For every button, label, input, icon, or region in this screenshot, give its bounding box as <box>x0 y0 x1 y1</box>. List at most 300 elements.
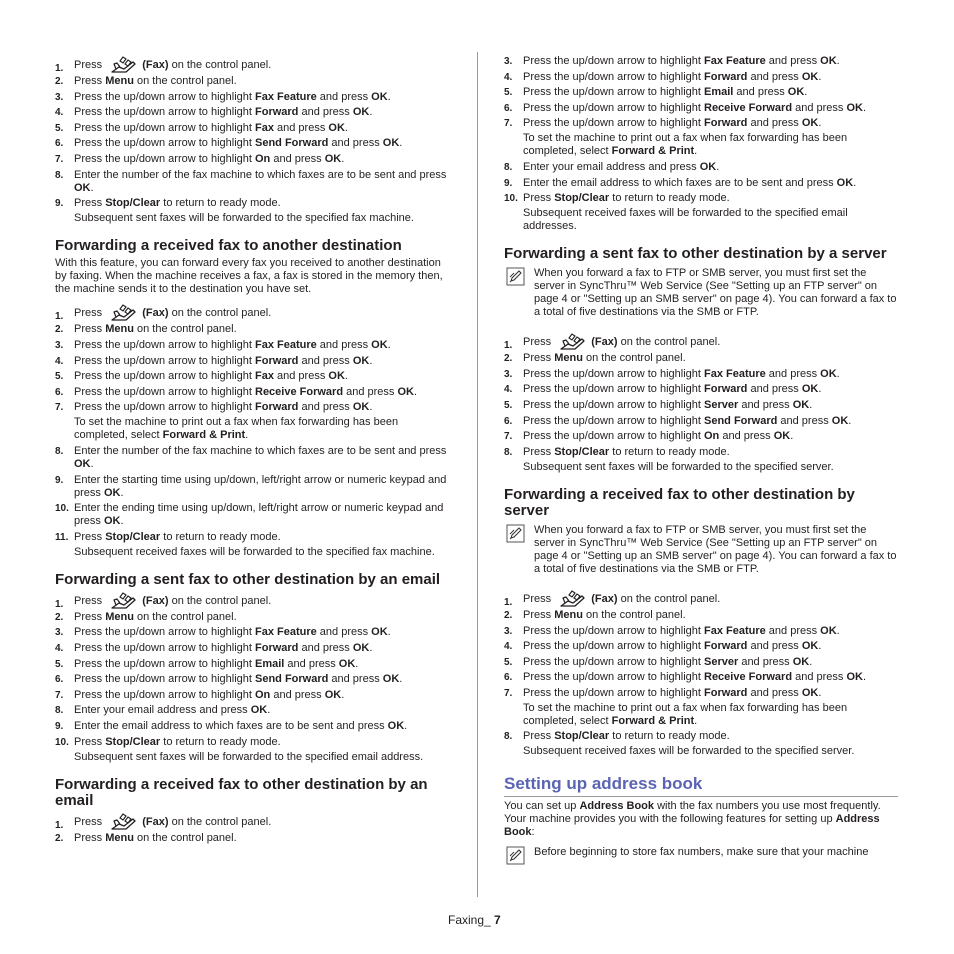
step-number: 6. <box>504 672 513 684</box>
bold-term: OK <box>352 354 370 367</box>
step-item <box>504 589 898 609</box>
text-run: Press the up/down arrow to highlight <box>523 430 704 443</box>
text-run: Press the up/down arrow to highlight <box>523 671 704 684</box>
step-number: 7. <box>55 402 64 414</box>
text-run: on the control panel. <box>168 815 272 828</box>
text-run: on the control panel. <box>133 323 237 336</box>
step-list <box>55 812 450 845</box>
step-item <box>504 55 898 68</box>
step-item <box>504 446 898 474</box>
bold-term: OK <box>328 370 345 383</box>
text-run: on the control panel. <box>617 592 721 605</box>
step-item <box>504 117 898 158</box>
step-number: 7. <box>504 118 513 130</box>
step-number: 4. <box>55 642 64 654</box>
bold-term: Forward & Print <box>162 429 246 442</box>
note-pencil-icon <box>506 267 525 286</box>
text-run: : <box>531 826 535 839</box>
bold-term: OK <box>801 383 819 396</box>
bold-term: (Fax) <box>139 307 169 320</box>
bold-term: OK <box>250 704 268 717</box>
step-number: 1. <box>55 598 64 610</box>
step-text <box>74 137 402 149</box>
step-number: 7. <box>504 431 513 443</box>
text-run: . <box>862 101 867 114</box>
fax-button-icon <box>560 589 586 609</box>
bold-term: Stop/Clear <box>105 735 161 748</box>
text-run: . <box>790 430 794 443</box>
text-run: Press <box>523 352 555 365</box>
step-text <box>74 502 443 527</box>
text-run: . <box>245 429 249 442</box>
step-item <box>55 445 450 471</box>
bold-term: Send Forward <box>255 137 329 150</box>
step-note: Subsequent sent faxes will be forwarded to the specified fax machine. <box>74 212 414 225</box>
step-text <box>523 192 730 204</box>
text-run: Press <box>74 59 106 71</box>
step-text <box>523 656 812 668</box>
step-item <box>55 736 450 764</box>
step-text <box>523 161 719 173</box>
step-text <box>74 595 271 607</box>
text-run: . <box>399 137 403 150</box>
text-run: Enter your email address and press <box>523 160 700 173</box>
note-text: When you forward a fax to FTP or SMB server, you must first set the server in SyncThru™ Web Service (See "Setting up an FTP server" on page 4 or "Setting up an SMB server" on page 4). You can forward a fax to a total of five destinations via the SMB or FTP. <box>534 267 897 319</box>
step-item <box>504 625 898 638</box>
paragraph: With this feature, you can forward every fax you received to another destination by faxing. When the machine receives a fax, a fax is stored in the memory then, the machine sends it to the destination you have set. <box>55 257 443 296</box>
text-run: and press <box>316 90 372 103</box>
step-note <box>523 702 898 728</box>
step-number: 5. <box>504 656 513 668</box>
step-text <box>74 197 281 209</box>
text-run: . <box>344 121 348 134</box>
step-item <box>55 673 450 686</box>
step-number: 11. <box>55 531 69 543</box>
step-text <box>74 386 417 398</box>
text-run: Press the up/down arrow to highlight <box>74 626 255 639</box>
footer-label: Faxing_ <box>448 913 495 927</box>
bold-term: Fax <box>255 370 274 383</box>
step-item <box>55 502 450 528</box>
bold-term: OK <box>792 399 810 412</box>
step-number: 5. <box>504 400 513 412</box>
note-box <box>504 524 898 576</box>
step-number: 8. <box>55 705 64 717</box>
step-item <box>55 611 450 624</box>
text-run: Press the up/down arrow to highlight <box>523 101 704 114</box>
step-item <box>55 591 450 611</box>
text-run: Press the up/down arrow to highlight <box>74 338 255 351</box>
text-run: Press the up/down arrow to highlight <box>74 370 255 383</box>
step-item <box>55 642 450 655</box>
bold-term: OK <box>338 657 356 670</box>
bold-term: Stop/Clear <box>105 197 161 210</box>
step-text <box>523 687 821 699</box>
text-run: Press the up/down arrow to highlight <box>523 414 704 427</box>
step-item <box>55 386 450 399</box>
step-item <box>504 71 898 84</box>
text-run: on the control panel. <box>582 352 686 365</box>
bold-term: Forward <box>255 641 299 654</box>
text-run: Press the up/down arrow to highlight <box>74 688 255 701</box>
subsection-title: Forwarding a received fax to other destination by server <box>504 485 855 519</box>
step-text <box>74 401 372 413</box>
text-run: . <box>369 641 373 654</box>
text-run: and press <box>747 383 802 396</box>
step-number: 4. <box>504 641 513 653</box>
text-run: . <box>818 640 822 653</box>
step-text <box>74 673 402 685</box>
step-text <box>523 71 821 83</box>
bold-term: On <box>255 153 271 166</box>
page-footer <box>448 913 501 927</box>
step-text <box>74 816 271 828</box>
step-number: 4. <box>504 71 513 83</box>
bold-term: OK <box>324 688 342 701</box>
text-run: Press the up/down arrow to highlight <box>74 401 255 414</box>
step-item <box>55 401 450 442</box>
step-item <box>504 177 898 190</box>
step-note: Subsequent sent faxes will be forwarded to the specified server. <box>523 460 834 473</box>
step-number: 2. <box>55 76 64 88</box>
step-number: 6. <box>504 415 513 427</box>
bold-term: OK <box>820 367 837 380</box>
bold-term: (Fax) <box>139 594 169 607</box>
step-item <box>504 102 898 115</box>
bold-term: OK <box>74 457 91 470</box>
step-list <box>504 332 898 474</box>
bold-term: Forward <box>704 70 748 83</box>
step-number: 4. <box>504 384 513 396</box>
bold-term: Menu <box>554 608 583 621</box>
step-text <box>523 55 840 67</box>
text-run: Press the up/down arrow to highlight <box>74 153 255 166</box>
text-run: Press <box>74 530 106 543</box>
step-number: 3. <box>55 627 64 639</box>
step-text <box>523 640 821 652</box>
bold-term: OK <box>103 515 121 528</box>
text-run: and press <box>298 401 353 414</box>
step-number: 5. <box>55 658 64 670</box>
step-item <box>55 153 450 166</box>
text-run: and press <box>298 106 353 119</box>
text-run: and press <box>747 117 802 130</box>
step-number: 9. <box>55 474 64 486</box>
text-run: and press <box>719 430 774 443</box>
text-run: . <box>809 655 813 668</box>
text-run: . <box>818 686 822 699</box>
fax-button-icon <box>560 332 586 352</box>
step-text <box>74 642 372 654</box>
bold-term: Menu <box>105 610 134 623</box>
text-run: Press the up/down arrow to highlight <box>74 657 255 670</box>
step-item <box>55 169 450 195</box>
step-text <box>74 169 446 194</box>
text-run: and press <box>316 338 372 351</box>
text-run: . <box>818 383 822 396</box>
step-item <box>55 303 450 323</box>
text-run: and press <box>792 101 847 114</box>
step-text <box>74 611 237 623</box>
text-run: and press <box>273 121 329 134</box>
bold-term: Forward <box>255 106 299 119</box>
text-run: on the control panel. <box>168 594 272 607</box>
note-text: Before beginning to store fax numbers, make sure that your machine <box>534 846 869 859</box>
step-text <box>74 832 237 844</box>
text-run: Enter your email address and press <box>74 704 251 717</box>
text-run: Press the up/down arrow to highlight <box>523 640 704 653</box>
text-run: . <box>90 457 94 470</box>
text-run: Press <box>523 730 555 743</box>
text-run: Press <box>74 323 106 336</box>
note-pencil-icon <box>506 524 525 543</box>
page-number: 7 <box>494 913 501 927</box>
bold-term: Fax Feature <box>255 338 317 351</box>
text-run: Enter the ending time using up/down, left/right arrow or numeric keypad and press <box>74 502 444 528</box>
step-text <box>523 415 851 427</box>
bold-term: On <box>255 688 271 701</box>
step-item <box>55 75 450 88</box>
step-text <box>74 75 237 87</box>
step-number: 6. <box>55 138 64 150</box>
text-run: and press <box>316 626 372 639</box>
step-number: 3. <box>55 339 64 351</box>
bold-term: (Fax) <box>139 59 169 71</box>
section-title: Setting up address book <box>504 774 898 797</box>
step-text <box>74 339 391 351</box>
text-run: and press <box>298 641 353 654</box>
text-run: to return to ready mode. <box>609 192 730 205</box>
text-run: Press <box>74 735 106 748</box>
text-run: . <box>120 486 124 499</box>
step-item <box>55 339 450 352</box>
text-run: and press <box>765 55 821 67</box>
step-text <box>523 609 686 621</box>
text-run: . <box>848 414 852 427</box>
bold-term: (Fax) <box>139 815 169 828</box>
step-number: 7. <box>55 154 64 166</box>
step-number: 10. <box>504 193 518 205</box>
fax-button-icon <box>111 55 137 75</box>
step-text <box>74 307 271 319</box>
text-run: . <box>90 181 94 194</box>
step-number: 10. <box>55 736 69 748</box>
bold-term: Fax Feature <box>255 626 317 639</box>
bold-term: Menu <box>105 831 134 844</box>
bold-term: Fax Feature <box>704 624 766 637</box>
step-number: 2. <box>504 609 513 621</box>
bold-term: OK <box>328 121 345 134</box>
text-run: on the control panel. <box>582 608 686 621</box>
column-divider <box>477 52 478 897</box>
bold-term: OK <box>324 153 342 166</box>
text-run: to return to ready mode. <box>609 445 730 458</box>
step-number: 5. <box>55 371 64 383</box>
text-run: and press <box>733 86 788 99</box>
text-run: Enter the number of the fax machine to which faxes are to be sent and press <box>74 444 447 457</box>
text-run: You can set up <box>504 800 580 813</box>
text-run: Press the up/down arrow to highlight <box>523 55 704 67</box>
bold-term: Forward <box>704 640 748 653</box>
step-text <box>74 689 344 701</box>
bold-term: OK <box>792 655 810 668</box>
step-text <box>523 430 793 442</box>
text-run: Press the up/down arrow to highlight <box>523 383 704 396</box>
step-item <box>504 656 898 669</box>
text-run: Press the up/down arrow to highlight <box>523 86 704 99</box>
bold-term: OK <box>820 55 837 67</box>
bold-term: Fax Feature <box>255 90 317 103</box>
step-item <box>504 161 898 174</box>
step-item <box>504 730 898 758</box>
text-run: and press <box>273 370 329 383</box>
text-run: Press <box>74 815 106 828</box>
bold-term: Forward <box>704 686 748 699</box>
step-text <box>74 91 391 103</box>
step-item <box>55 531 450 559</box>
step-note <box>74 416 450 442</box>
bold-term: OK <box>382 673 400 686</box>
bold-term: OK <box>371 90 388 103</box>
step-text <box>523 368 840 380</box>
text-run: . <box>120 515 124 528</box>
text-run: . <box>341 153 345 166</box>
text-run: to return to ready mode. <box>160 530 281 543</box>
bold-term: Email <box>704 86 734 99</box>
bold-term: On <box>704 430 720 443</box>
text-run: Enter the starting time using up/down, left/right arrow or numeric keypad and press <box>74 473 447 499</box>
bold-term: OK <box>699 160 717 173</box>
text-run: on the control panel. <box>168 59 272 71</box>
step-number: 9. <box>504 177 513 189</box>
text-run: and press <box>765 367 821 380</box>
text-run: . <box>809 399 813 412</box>
text-run: Press the up/down arrow to highlight <box>74 137 255 150</box>
step-text <box>74 323 237 335</box>
step-item <box>504 671 898 684</box>
step-number: 6. <box>55 674 64 686</box>
bold-term: Address Book <box>579 800 655 813</box>
bold-term: Server <box>704 399 739 412</box>
step-text <box>74 720 407 732</box>
step-text <box>74 445 446 470</box>
bold-term: OK <box>846 101 863 114</box>
step-item <box>504 640 898 653</box>
step-text <box>74 355 372 367</box>
step-item <box>55 626 450 639</box>
text-run: Press <box>74 610 106 623</box>
text-run: and press <box>328 673 383 686</box>
bold-term: Stop/Clear <box>554 445 610 458</box>
text-run: Press <box>523 592 555 605</box>
step-text <box>523 336 720 348</box>
bold-term: OK <box>103 486 121 499</box>
step-number: 8. <box>504 446 513 458</box>
note-box <box>504 846 898 859</box>
bold-term: OK <box>846 671 863 684</box>
text-run: Press <box>523 445 555 458</box>
text-run: and press <box>777 414 832 427</box>
step-text <box>523 117 821 129</box>
step-note: Subsequent sent faxes will be forwarded to the specified email address. <box>74 750 424 763</box>
note-pencil-icon <box>506 846 525 865</box>
bold-term: OK <box>397 385 414 398</box>
step-text <box>74 122 348 134</box>
text-run: and press <box>747 70 802 83</box>
bold-term: Stop/Clear <box>554 730 610 743</box>
text-run: Press the up/down arrow to highlight <box>523 686 704 699</box>
bold-term: OK <box>831 414 849 427</box>
text-run: to return to ready mode. <box>160 197 281 210</box>
step-number: 3. <box>504 56 513 67</box>
step-item <box>55 55 450 75</box>
subsection-title: Forwarding a sent fax to other destination by a server <box>504 245 887 263</box>
step-text <box>74 531 281 543</box>
step-item <box>55 832 450 845</box>
bold-term: OK <box>74 181 91 194</box>
step-number: 2. <box>504 353 513 365</box>
subsection-title: Forwarding a received fax to other destination by an email <box>55 775 428 809</box>
text-run: Press the up/down arrow to highlight <box>523 117 704 130</box>
step-list <box>504 55 898 233</box>
bold-term: Forward & Print <box>611 714 695 727</box>
bold-term: OK <box>371 338 388 351</box>
step-text <box>523 383 821 395</box>
text-run: on the control panel. <box>133 75 237 88</box>
text-run: Press <box>74 831 106 844</box>
step-item <box>55 474 450 500</box>
text-run: . <box>344 370 348 383</box>
bold-term: OK <box>820 624 837 637</box>
step-item <box>55 106 450 119</box>
step-number: 2. <box>55 324 64 336</box>
text-run: . <box>387 90 391 103</box>
text-run: Press the up/down arrow to highlight <box>74 354 255 367</box>
text-run: Press the up/down arrow to highlight <box>523 367 704 380</box>
bold-term: OK <box>801 640 819 653</box>
text-run: . <box>387 338 391 351</box>
text-run: on the control panel. <box>168 307 272 320</box>
text-run: . <box>369 401 373 414</box>
step-item <box>55 323 450 336</box>
text-run: . <box>804 86 808 99</box>
bold-term: Email <box>255 657 285 670</box>
step-item <box>55 720 450 733</box>
step-number: 3. <box>504 625 513 637</box>
text-run: . <box>369 106 373 119</box>
bold-term: Send Forward <box>704 414 778 427</box>
text-run: Press <box>74 307 106 320</box>
step-number: 8. <box>55 445 64 457</box>
step-item <box>504 399 898 412</box>
step-text <box>74 736 281 748</box>
bold-term: Forward & Print <box>611 145 695 158</box>
step-text <box>74 153 344 165</box>
bold-term: Menu <box>554 352 583 365</box>
step-text <box>74 106 372 118</box>
step-item <box>55 122 450 135</box>
step-item <box>55 91 450 104</box>
text-run: . <box>399 673 403 686</box>
left-column <box>55 55 450 847</box>
step-text <box>74 658 358 670</box>
bold-term: Forward <box>255 354 299 367</box>
text-run: Press the up/down arrow to highlight <box>523 70 704 83</box>
text-run: . <box>341 688 345 701</box>
text-run: . <box>404 719 408 732</box>
text-run: and press <box>328 137 383 150</box>
bold-term: Stop/Clear <box>105 530 161 543</box>
